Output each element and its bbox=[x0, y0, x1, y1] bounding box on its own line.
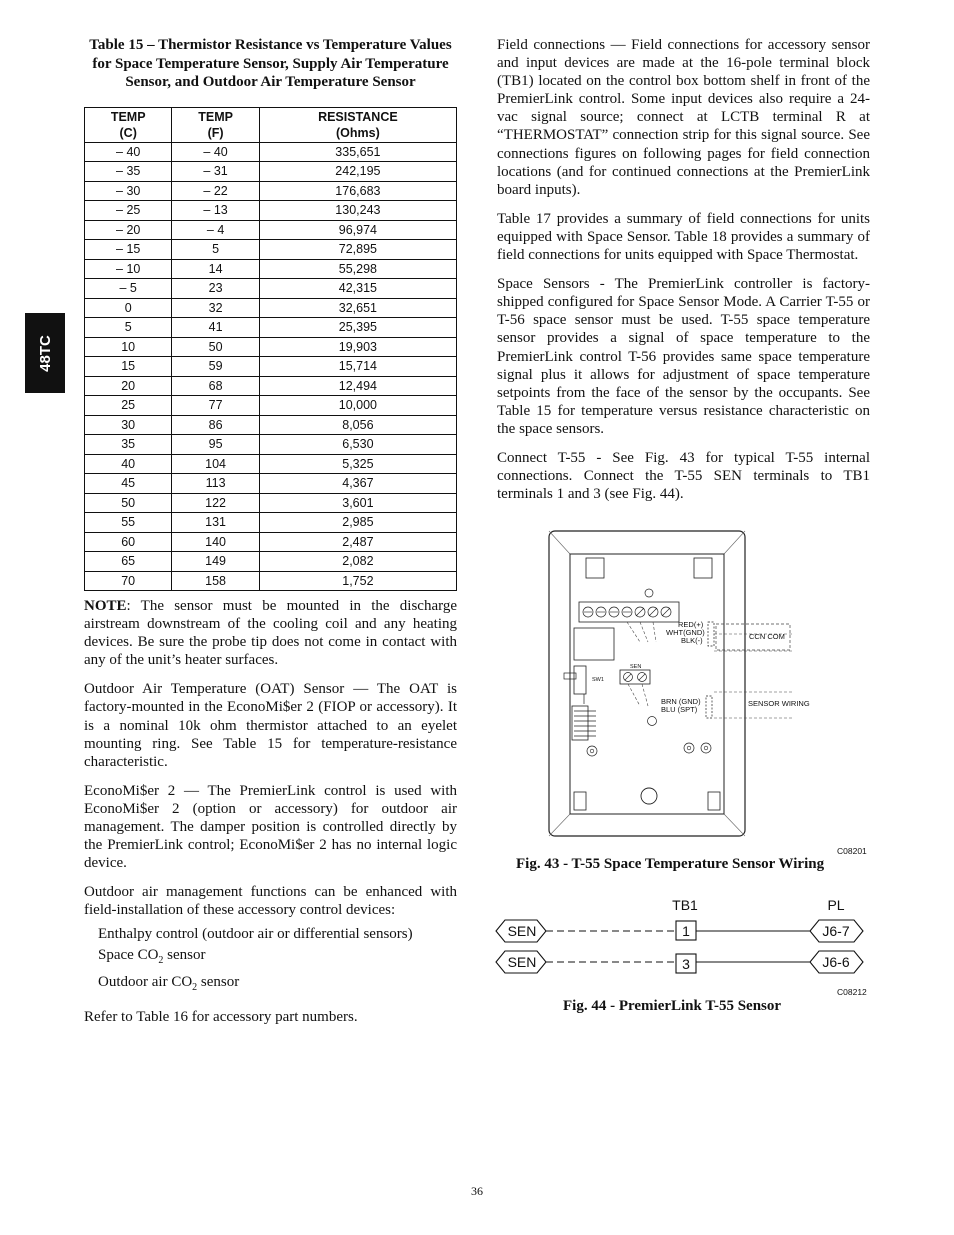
table-cell: 19,903 bbox=[259, 337, 456, 357]
wire-blk-label: BLK(-) bbox=[681, 636, 703, 645]
table-cell: – 15 bbox=[85, 240, 172, 260]
table-row bbox=[85, 279, 457, 299]
sen-terminal-label: SEN bbox=[630, 664, 642, 670]
table-cell: 140 bbox=[172, 532, 259, 552]
table-cell: 14 bbox=[172, 259, 259, 279]
wire-red-label: RED(+) bbox=[678, 620, 704, 629]
ccn-terminal-screws bbox=[583, 607, 671, 617]
sw1-switch bbox=[574, 666, 586, 694]
note-paragraph bbox=[84, 597, 457, 669]
table-cell: 50 bbox=[85, 493, 172, 513]
wire-blu-label: BLU (SPT) bbox=[661, 705, 698, 714]
table-cell: 5 bbox=[172, 240, 259, 260]
table-cell: 32 bbox=[172, 298, 259, 318]
table-cell: 2,082 bbox=[259, 552, 456, 572]
table-cell: 2,487 bbox=[259, 532, 456, 552]
table-cell: 35 bbox=[85, 435, 172, 455]
t55-wiring-diagram bbox=[548, 530, 870, 840]
table-cell: 131 bbox=[172, 513, 259, 533]
table-cell: – 30 bbox=[85, 181, 172, 201]
table-cell: 20 bbox=[85, 376, 172, 396]
fig43-caption: Fig. 43 - T-55 Space Temperature Sensor Wiring bbox=[516, 856, 825, 872]
table-cell: – 25 bbox=[85, 201, 172, 221]
table-row bbox=[85, 142, 457, 162]
table-row bbox=[85, 181, 457, 201]
table-cell: – 22 bbox=[172, 181, 259, 201]
svg-text:SEN: SEN bbox=[507, 954, 537, 970]
table-cell: 122 bbox=[172, 493, 259, 513]
table-cell: 70 bbox=[85, 571, 172, 591]
table-cell: 10 bbox=[85, 337, 172, 357]
table-row bbox=[85, 162, 457, 182]
table-row bbox=[85, 493, 457, 513]
right-column bbox=[497, 36, 870, 514]
thermistor-table bbox=[84, 107, 457, 592]
table-row bbox=[85, 532, 457, 552]
table-cell: 242,195 bbox=[259, 162, 456, 182]
svg-text:J6-7: J6-7 bbox=[822, 923, 850, 939]
side-tab-label: 48TC bbox=[36, 334, 54, 372]
header-temp-c: TEMP (C) bbox=[85, 107, 172, 142]
table-cell: 130,243 bbox=[259, 201, 456, 221]
sensor-outer-frame bbox=[549, 531, 745, 836]
table-cell: – 31 bbox=[172, 162, 259, 182]
sw1-label: SW1 bbox=[592, 677, 604, 683]
header-temp-f: TEMP (F) bbox=[172, 107, 259, 142]
table-cell: 30 bbox=[85, 415, 172, 435]
ccn-com-label: CCN COM bbox=[749, 632, 785, 641]
table-cell: 12,494 bbox=[259, 376, 456, 396]
table-cell: 65 bbox=[85, 552, 172, 572]
table-cell: 15 bbox=[85, 357, 172, 377]
table-cell: – 10 bbox=[85, 259, 172, 279]
table17-paragraph: Table 17 provides a summary of field connections for units equipped with Space Sensor. Table 18 provides a summary of field connections for units equipped with Space Thermostat. bbox=[497, 210, 870, 264]
table-cell: 15,714 bbox=[259, 357, 456, 377]
table-row bbox=[85, 396, 457, 416]
table-cell: 104 bbox=[172, 454, 259, 474]
table-cell: – 4 bbox=[172, 220, 259, 240]
table-cell: 176,683 bbox=[259, 181, 456, 201]
table-cell: 1,752 bbox=[259, 571, 456, 591]
table-cell: 55,298 bbox=[259, 259, 456, 279]
section-side-tab bbox=[25, 313, 65, 393]
table-row bbox=[85, 318, 457, 338]
table-cell: 2,985 bbox=[259, 513, 456, 533]
table-header-row bbox=[85, 107, 457, 142]
table-cell: 42,315 bbox=[259, 279, 456, 299]
oat-paragraph: Outdoor Air Temperature (OAT) Sensor — The OAT is factory-mounted in the EconoMi$er 2 (FIOP or accessory). It is a nominal 10k ohm thermistor attached to an eyelet mounting ring. See Table 15 for temperature-resistance characteristic. bbox=[84, 681, 457, 770]
outdoor-air-paragraph: Outdoor air management functions can be enhanced with field-installation of these accessory control devices: bbox=[84, 884, 457, 919]
table-title: Table 15 – Thermistor Resistance vs Temperature Values for Space Temperature Sensor, Supply Air Temperature Sensor, and Outdoor Air Temperature Sensor bbox=[89, 37, 452, 90]
table-cell: 40 bbox=[85, 454, 172, 474]
table-row bbox=[85, 220, 457, 240]
wire-brn-label: BRN (GND) bbox=[661, 697, 701, 706]
table-cell: – 13 bbox=[172, 201, 259, 221]
table-row bbox=[85, 337, 457, 357]
economiser-paragraph: EconoMi$er 2 — The PremierLink control is used with EconoMi$er 2 (option or accessory) for outdoor air management. The damper position is controlled directly by the PremierLink control; EconoMi$er 2 has no internal logic device. bbox=[84, 782, 457, 872]
table-cell: 5 bbox=[85, 318, 172, 338]
list-item: Enthalpy control (outdoor air or differential sensors) bbox=[98, 925, 413, 942]
table-cell: 0 bbox=[85, 298, 172, 318]
table-cell: 50 bbox=[172, 337, 259, 357]
table-cell: 32,651 bbox=[259, 298, 456, 318]
tb1-label: TB1 bbox=[672, 897, 698, 913]
fig44-caption: Fig. 44 - PremierLink T-55 Sensor bbox=[563, 998, 782, 1014]
table-cell: – 35 bbox=[85, 162, 172, 182]
table-row bbox=[85, 474, 457, 494]
table-cell: 96,974 bbox=[259, 220, 456, 240]
table-cell: 4,367 bbox=[259, 474, 456, 494]
table-row bbox=[85, 298, 457, 318]
table-cell: 77 bbox=[172, 396, 259, 416]
svg-text:3: 3 bbox=[682, 956, 690, 972]
table-cell: 8,056 bbox=[259, 415, 456, 435]
table-cell: 60 bbox=[85, 532, 172, 552]
table-cell: 158 bbox=[172, 571, 259, 591]
table-row bbox=[85, 513, 457, 533]
table-cell: 149 bbox=[172, 552, 259, 572]
table-cell: 3,601 bbox=[259, 493, 456, 513]
connect-t55-paragraph: Connect T-55 - See Fig. 43 for typical T-55 internal connections. Connect the T-55 SEN terminals to TB1 terminals 1 and 3 (see Fig. 44). bbox=[497, 449, 870, 503]
table-row bbox=[85, 240, 457, 260]
sen-terminal-block bbox=[620, 670, 650, 684]
note-label: NOTE bbox=[84, 598, 127, 614]
table-cell: 95 bbox=[172, 435, 259, 455]
refer-paragraph: Refer to Table 16 for accessory part numbers. bbox=[84, 1009, 358, 1025]
table-cell: 25 bbox=[85, 396, 172, 416]
table-cell: 45 bbox=[85, 474, 172, 494]
svg-text:1: 1 bbox=[682, 923, 690, 939]
list-item: Outdoor air $CO_2$ sensor bbox=[98, 973, 240, 993]
svg-text:SEN: SEN bbox=[507, 923, 537, 939]
note-text: : The sensor must be mounted in the discharge airstream downstream of the cooling coil and any heating devices. Be sure the probe tip does not come in contact with any of the unit’s heater surfaces. bbox=[84, 598, 457, 669]
table-row bbox=[85, 552, 457, 572]
table-cell: 72,895 bbox=[259, 240, 456, 260]
space-sensors-paragraph: Space Sensors - The PremierLink controller is factory-shipped configured for Space Sensor Mode. A Carrier T-55 or T-56 space sensor must be used. T-55 space temperature sensor provides a signal of space temperature to the PremierLink control T-56 provides same space temperature signal plus it allows for adjustment of space temperature setpoints from the face of the sensor by the occupants. See Table 15 for temperature versus resistance characteristic on the space sensors. bbox=[497, 276, 870, 437]
pl-label: PL bbox=[827, 897, 845, 913]
premierlink-t55-wiring-diagram bbox=[494, 893, 872, 981]
header-resistance: RESISTANCE (Ohms) bbox=[259, 107, 456, 142]
table-row bbox=[85, 201, 457, 221]
table-row bbox=[85, 376, 457, 396]
left-column bbox=[84, 36, 457, 1037]
table-cell: 10,000 bbox=[259, 396, 456, 416]
table-cell: – 5 bbox=[85, 279, 172, 299]
table-row bbox=[85, 454, 457, 474]
table-cell: 86 bbox=[172, 415, 259, 435]
table-cell: 25,395 bbox=[259, 318, 456, 338]
accessory-device-list bbox=[98, 924, 457, 999]
fig44-code: C08212 bbox=[837, 987, 867, 997]
page-number: 36 bbox=[471, 1184, 483, 1198]
table-cell: – 40 bbox=[172, 142, 259, 162]
table-row bbox=[85, 415, 457, 435]
table-cell: 41 bbox=[172, 318, 259, 338]
table-cell: 5,325 bbox=[259, 454, 456, 474]
table-cell: – 20 bbox=[85, 220, 172, 240]
table-cell: 59 bbox=[172, 357, 259, 377]
table-cell: 55 bbox=[85, 513, 172, 533]
wire-wht-label: WHT(GND) bbox=[666, 628, 705, 637]
table-cell: – 40 bbox=[85, 142, 172, 162]
table-cell: 113 bbox=[172, 474, 259, 494]
field-connections-paragraph: Field connections — Field connections for accessory sensor and input devices are made at the 16-pole terminal block (TB1) located on the control box bottom shelf in front of the PremierLink control. Some input devices also require a 24-vac signal source; connect at LCTB terminal R at “THERMOSTAT” connection strip for this signal source. See connections figures on following pages for field connection locations (and for continued connections at the PremierLink board inputs). bbox=[497, 37, 870, 198]
table-cell: 68 bbox=[172, 376, 259, 396]
table-row bbox=[85, 435, 457, 455]
table-row bbox=[85, 259, 457, 279]
table-cell: 335,651 bbox=[259, 142, 456, 162]
svg-text:J6-6: J6-6 bbox=[822, 954, 850, 970]
table-cell: 6,530 bbox=[259, 435, 456, 455]
table-row bbox=[85, 571, 457, 591]
table-cell: 23 bbox=[172, 279, 259, 299]
table-row bbox=[85, 357, 457, 377]
sensor-wiring-label: SENSOR WIRING bbox=[748, 699, 810, 708]
fig43-code: C08201 bbox=[837, 846, 867, 856]
list-item: Space $CO_2$ sensor bbox=[98, 947, 206, 966]
